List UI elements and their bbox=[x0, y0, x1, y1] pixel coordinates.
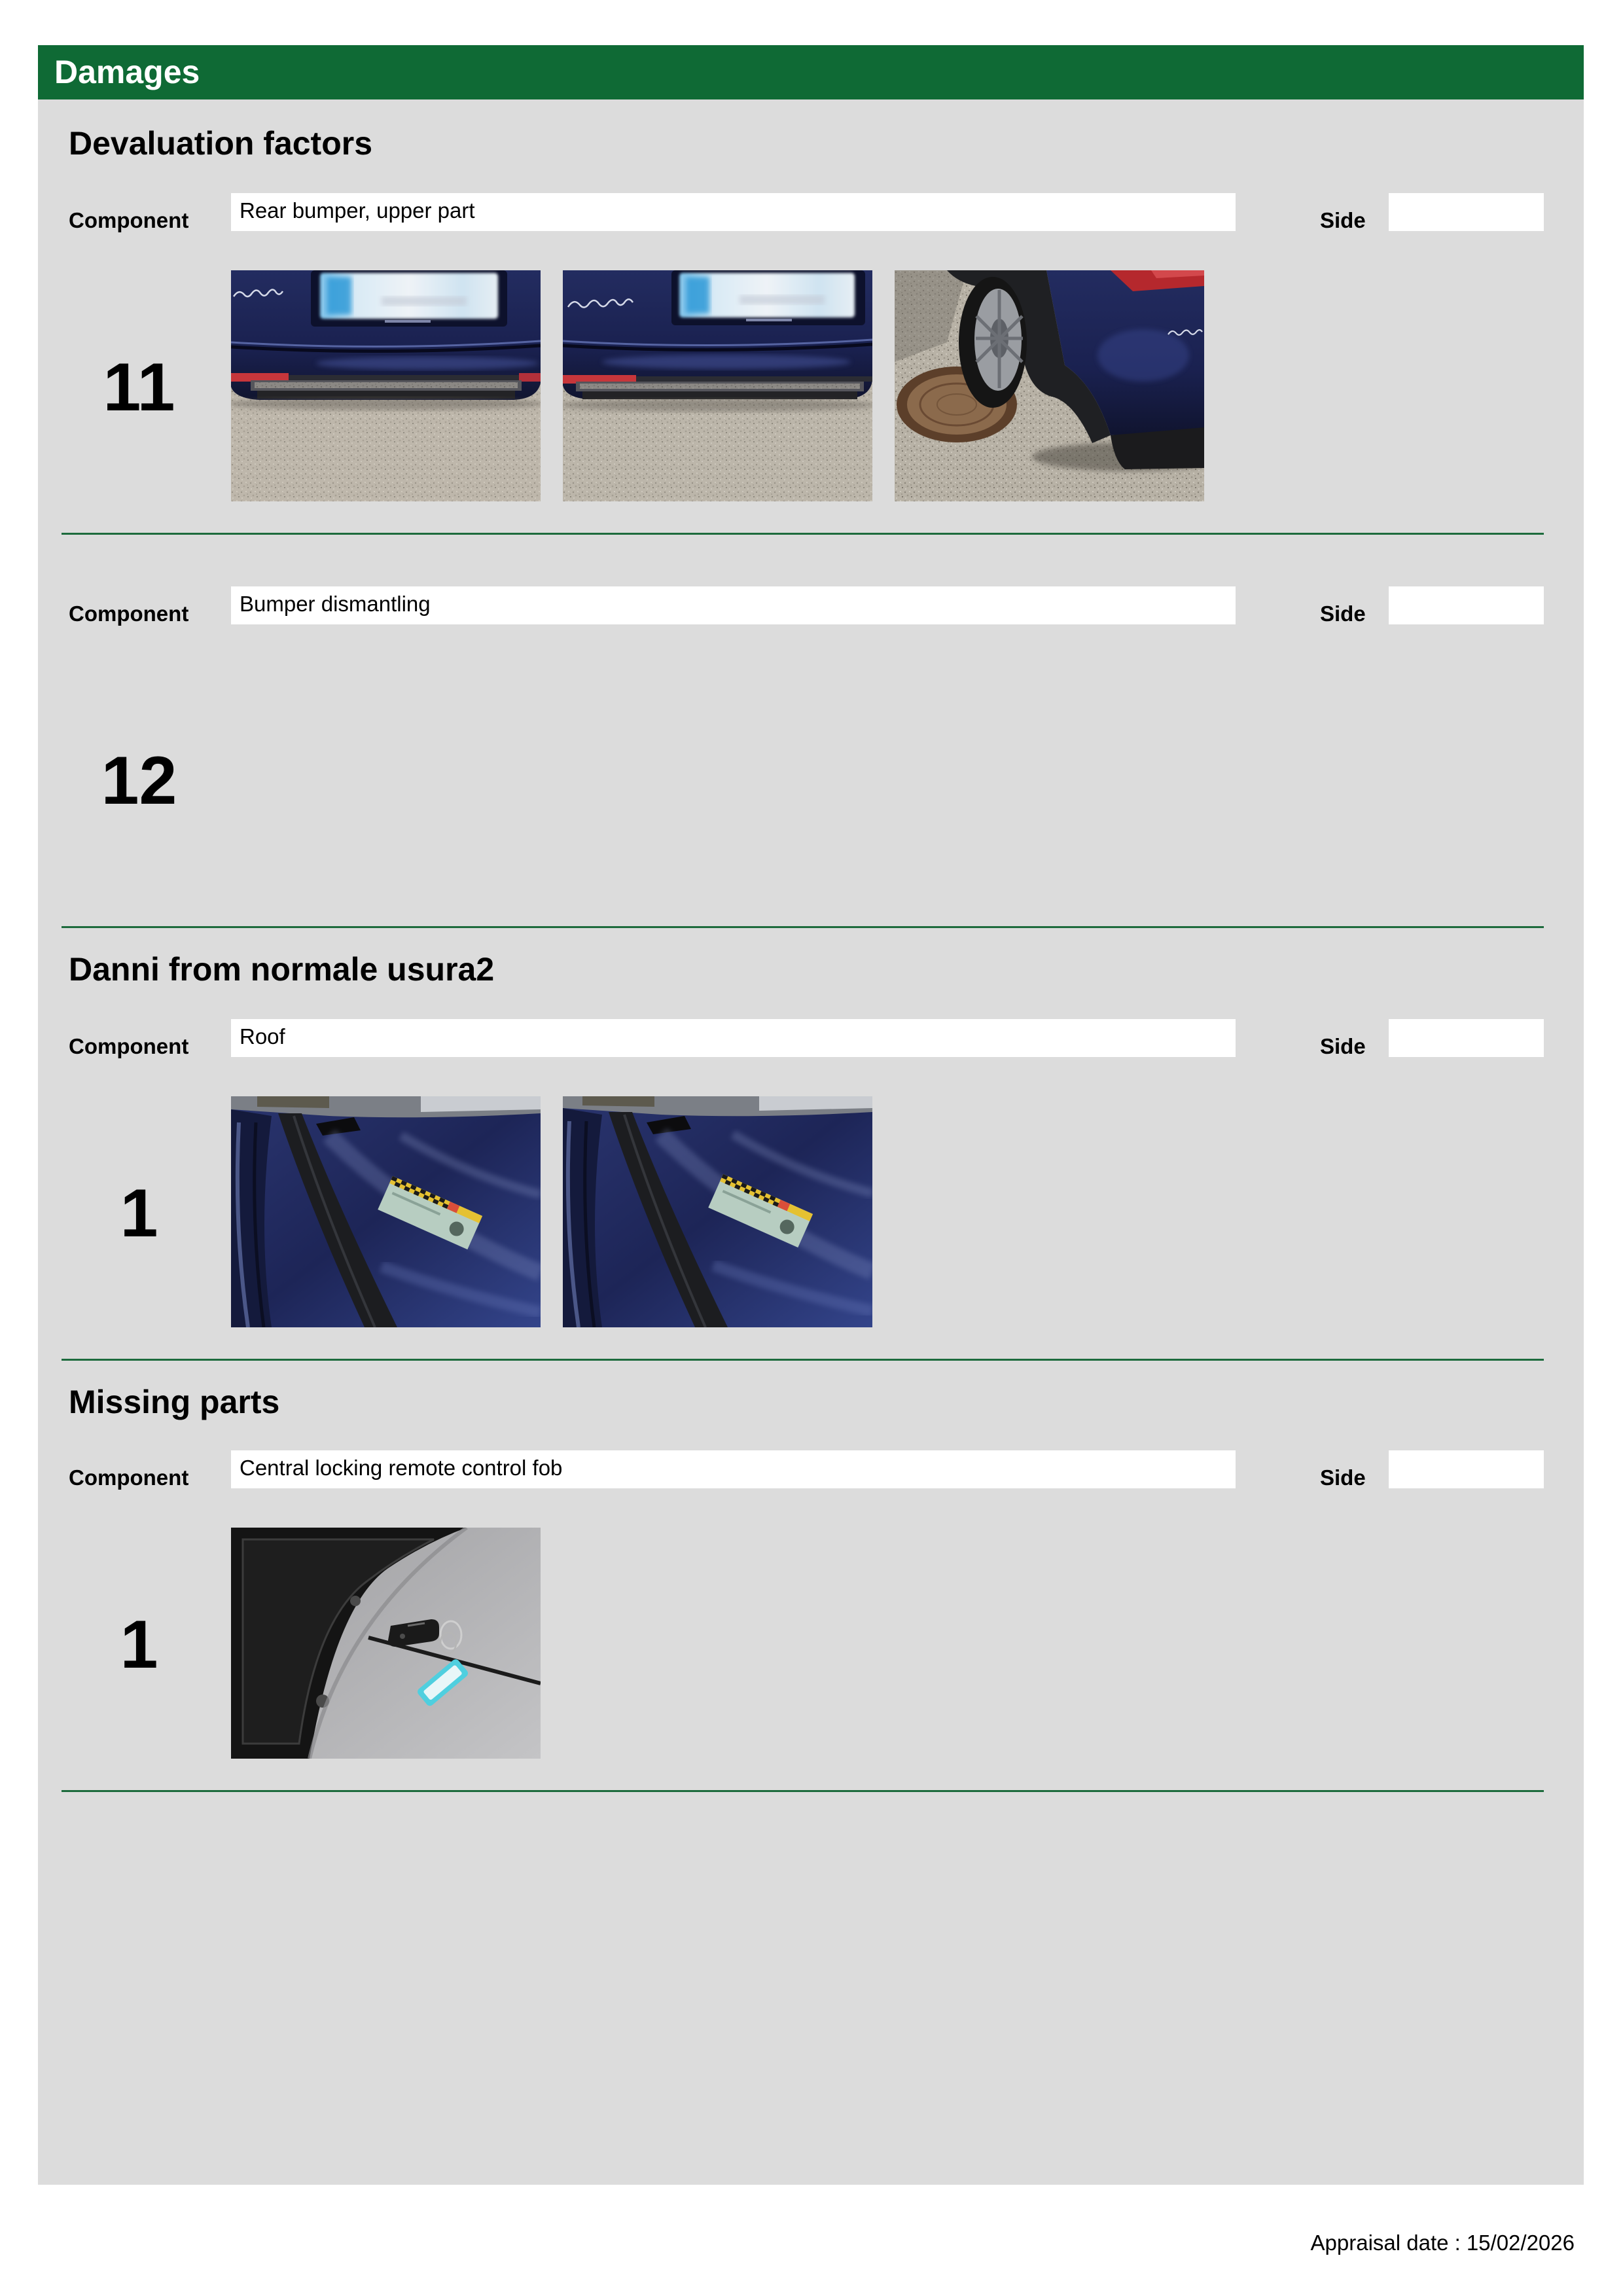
damage-photo bbox=[231, 270, 541, 501]
component-label: Component bbox=[69, 208, 189, 232]
side-field bbox=[1389, 1019, 1544, 1057]
damage-entry bbox=[0, 586, 1623, 928]
damages-header-bar bbox=[38, 45, 1584, 99]
side-label: Side bbox=[1320, 601, 1366, 626]
entry-divider bbox=[62, 1790, 1544, 1792]
appraisal-date-value: 15/02/2026 bbox=[1466, 2231, 1575, 2255]
header-title: Damages bbox=[54, 54, 200, 90]
side-field bbox=[1389, 193, 1544, 231]
damage-photo bbox=[231, 1528, 541, 1759]
component-label: Component bbox=[69, 1034, 189, 1058]
side-label: Side bbox=[1320, 1034, 1366, 1058]
section-heading: Devaluation factors bbox=[69, 125, 373, 162]
damage-entry bbox=[0, 1019, 1623, 1361]
component-field: Central locking remote control fob bbox=[231, 1450, 1236, 1488]
damage-photo bbox=[231, 1096, 541, 1327]
damage-entry bbox=[0, 1450, 1623, 1792]
section-heading: Danni from normale usura2 bbox=[69, 951, 495, 988]
component-label: Component bbox=[69, 1465, 189, 1490]
side-label: Side bbox=[1320, 208, 1366, 232]
entry-number: 11 bbox=[103, 350, 175, 425]
damage-photo bbox=[895, 270, 1204, 501]
entry-number: 1 bbox=[120, 1607, 158, 1683]
side-label: Side bbox=[1320, 1465, 1366, 1490]
appraisal-date-label: Appraisal date : bbox=[1310, 2231, 1461, 2255]
component-field: Bumper dismantling bbox=[231, 586, 1236, 624]
entry-divider bbox=[62, 926, 1544, 928]
side-field bbox=[1389, 586, 1544, 624]
entry-number: 12 bbox=[101, 743, 177, 819]
damage-photo bbox=[563, 1096, 872, 1327]
damage-photo bbox=[563, 270, 872, 501]
component-field: Roof bbox=[231, 1019, 1236, 1057]
component-field: Rear bumper, upper part bbox=[231, 193, 1236, 231]
entry-divider bbox=[62, 1359, 1544, 1361]
entry-divider bbox=[62, 533, 1544, 535]
section-heading: Missing parts bbox=[69, 1384, 280, 1420]
damage-entry bbox=[0, 193, 1623, 535]
side-field bbox=[1389, 1450, 1544, 1488]
entry-number: 1 bbox=[120, 1175, 158, 1251]
appraisal-date bbox=[1311, 2230, 1575, 2256]
component-label: Component bbox=[69, 601, 189, 626]
